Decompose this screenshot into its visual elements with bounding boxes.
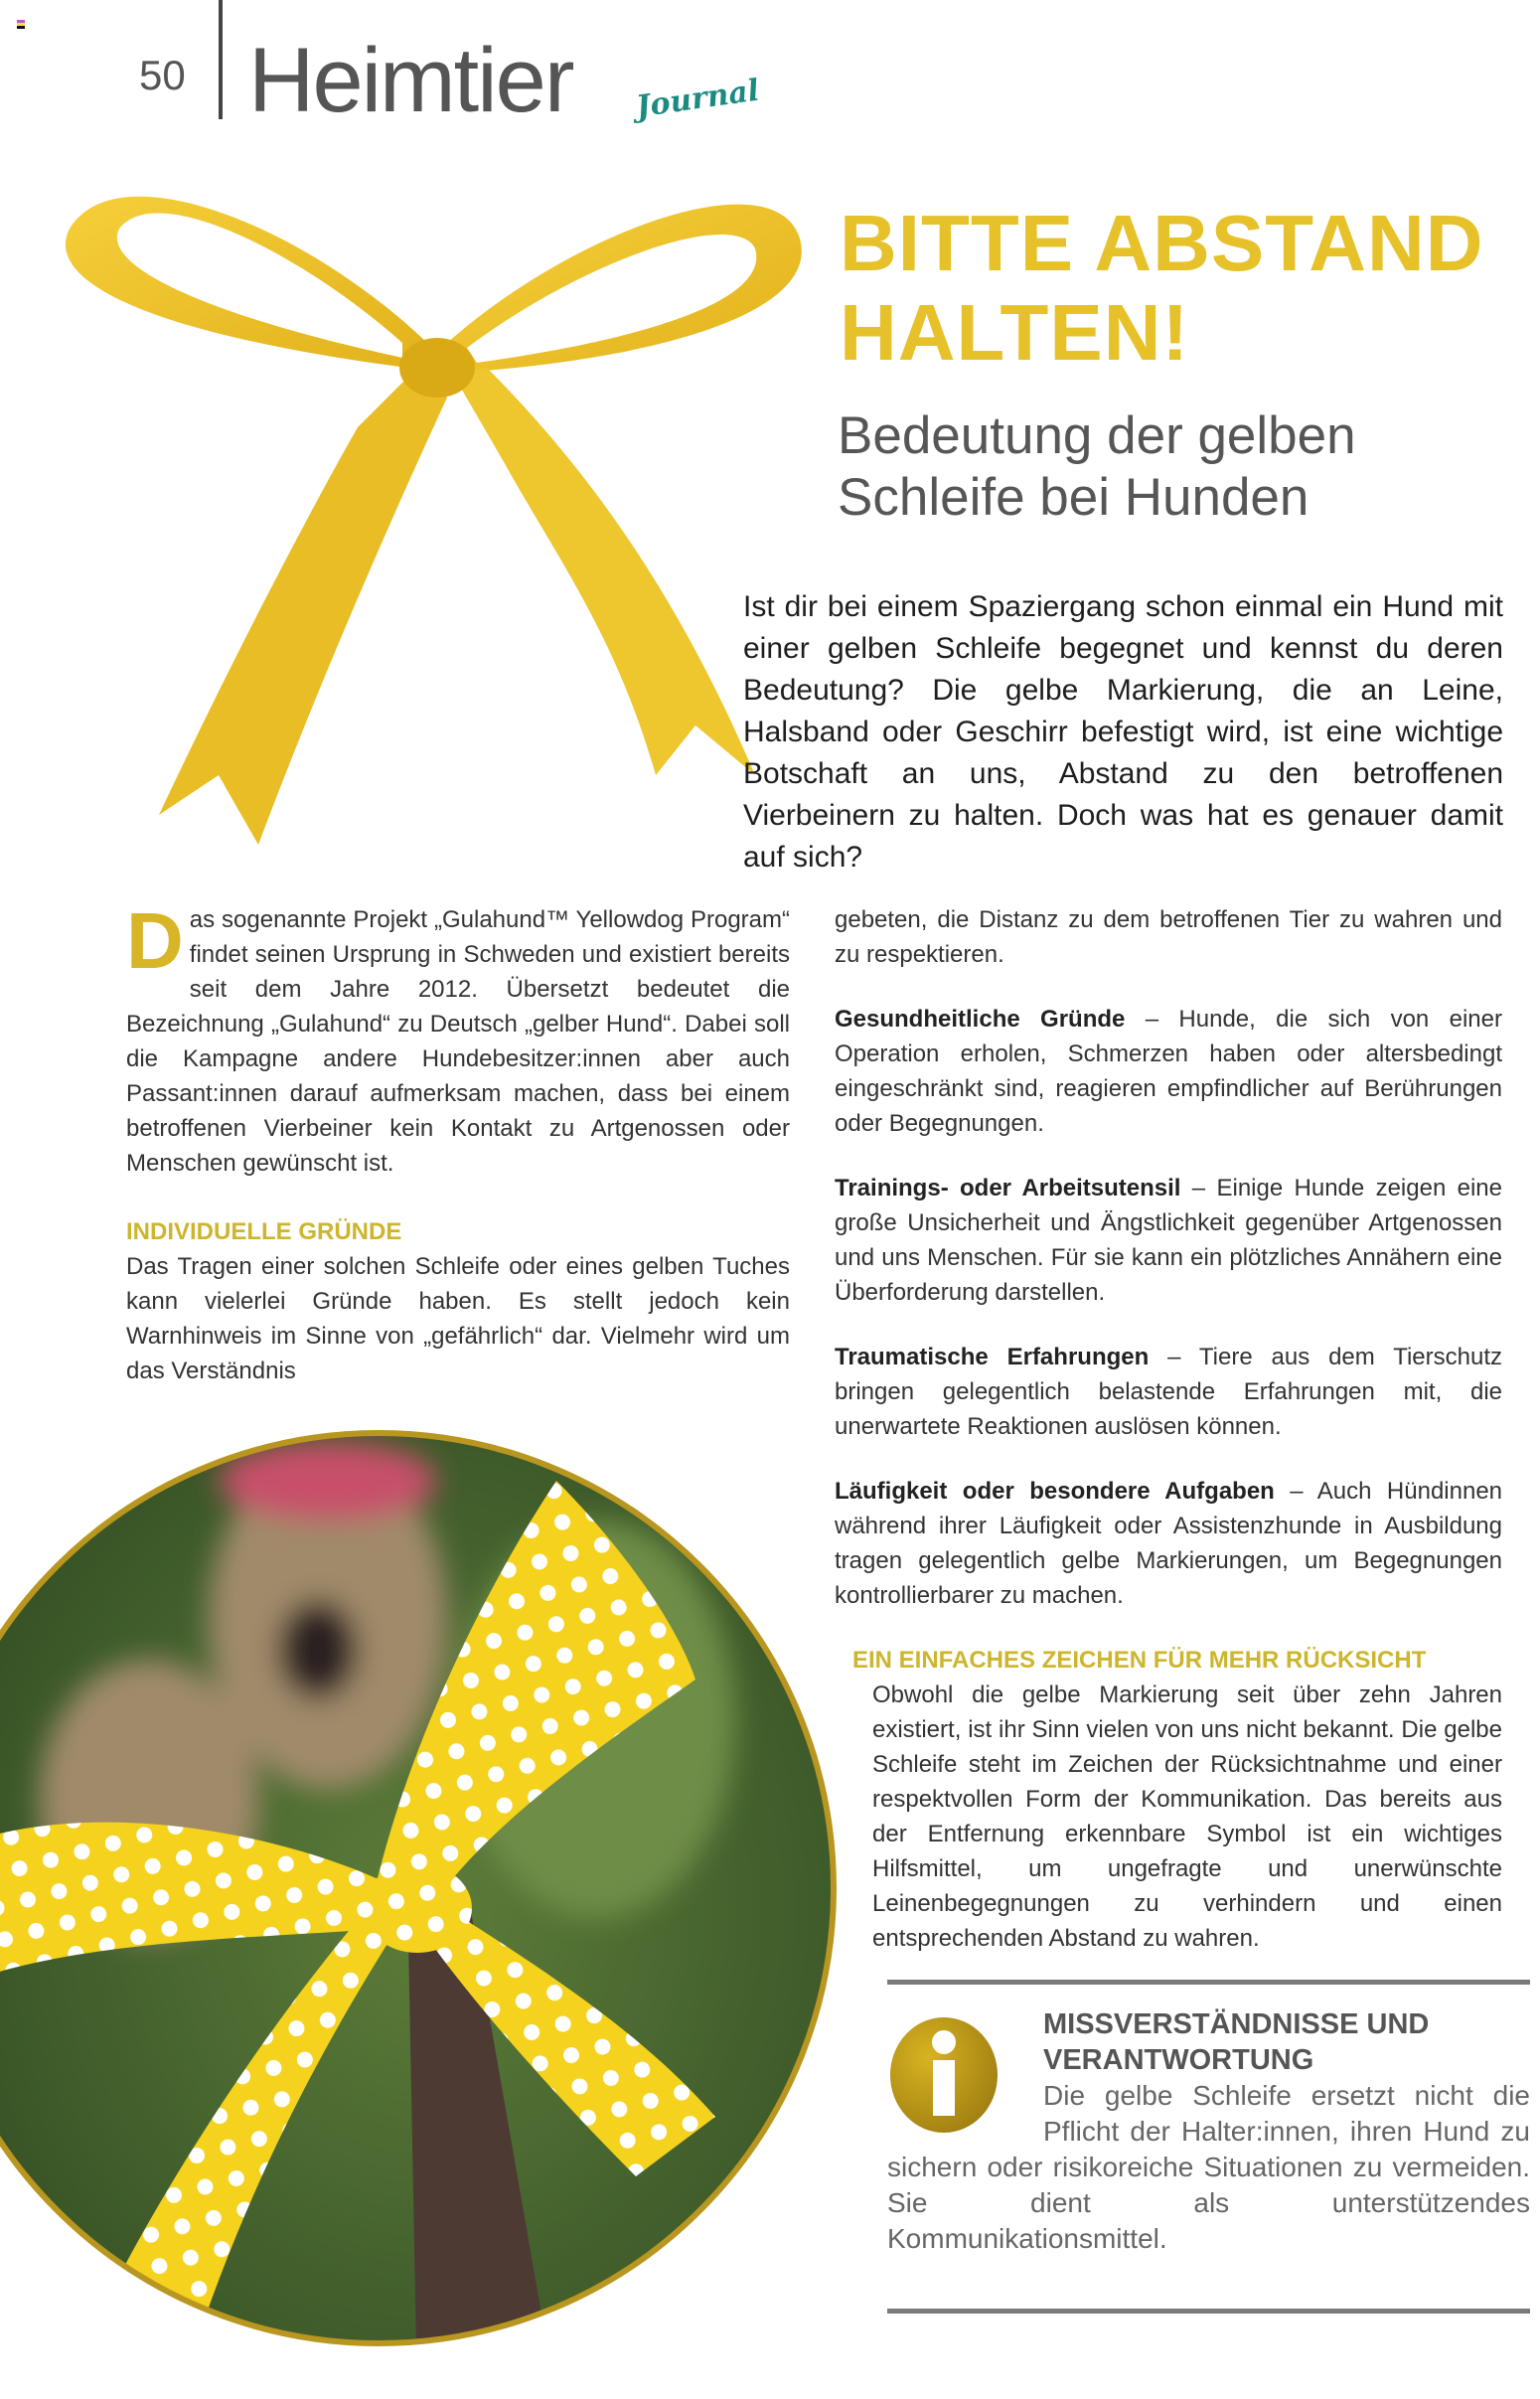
reason-term: Trainings- oder Arbeitsutensil	[835, 1175, 1181, 1201]
paragraph: Das Tragen einer solchen Schleife oder eines gelben Tuches kann vielerlei Gründe haben. Es stellt jedoch kein Warnhinweis im Sinne von „gefährlich“ dar. Vielmehr wird um das Verständnis	[126, 1253, 790, 1384]
ribbon-left-tail	[159, 368, 447, 845]
section-heading: EIN EINFACHES ZEICHEN FÜR MEHR RÜCKSICHT	[852, 1647, 1427, 1674]
reason-term: Traumatische Erfahrungen	[835, 1344, 1150, 1370]
left-column	[126, 896, 790, 1388]
reason-item	[835, 1474, 1502, 1613]
article-intro: Ist dir bei einem Spaziergang schon einmal ein Hund mit einer gelben Schleife begegnet und kennst du deren Bedeutung? Die gelbe Markierung, die an Leine, Halsband oder Geschirr befestigt wird, ist eine wichtige Botschaft an uns, Abstand zu den betroffenen Vierbeinern zu halten. Doch was hat es genauer damit auf sich?	[743, 590, 1503, 874]
dog-ribbon-photo	[0, 1421, 854, 2399]
reason-item	[835, 1340, 1502, 1444]
ribbon-knot	[399, 338, 475, 398]
magazine-logo: Heimtier	[248, 30, 573, 131]
subtitle-line-2: Schleife bei Hunden	[838, 468, 1309, 527]
section-consideration	[852, 1643, 1502, 1956]
article-subtitle	[838, 405, 1356, 529]
info-icon	[889, 2016, 999, 2134]
reason-text: – Hunde, die sich von einer Operation erholen, Schmerzen haben oder altersbedingt eingeschränkt sind, reagieren empfindlicher auf Berührungen oder Begegnungen.	[835, 1006, 1502, 1137]
reason-term: Läufigkeit oder besondere Aufgaben	[835, 1478, 1275, 1505]
reason-term: Gesundheitliche Gründe	[835, 1006, 1126, 1033]
infobox-text-rest: oder risikoreiche Situationen zu vermeiden. Sie dient als unterstützendes Kommunikationsmittel.	[887, 2152, 1530, 2254]
reason-item	[835, 1002, 1502, 1141]
paragraph: gebeten, die Distanz zu dem betroffenen Tier zu wahren und zu respektieren.	[835, 906, 1502, 968]
reason-item	[835, 1171, 1502, 1310]
reason-text: – Einige Hunde zeigen eine große Unsicherheit und Ängstlichkeit gegenüber Artgenossen und uns Menschen. Für sie kann ein plötzliches Annähern eine Überforderung darstellen.	[835, 1175, 1502, 1306]
header-divider	[219, 0, 223, 119]
magazine-logo-script: Journal	[634, 73, 762, 125]
paragraph-intro	[126, 896, 790, 1181]
right-column	[835, 902, 1530, 2314]
page-number: 50	[139, 52, 186, 98]
infobox	[887, 1980, 1530, 2314]
infobox-heading-line-2: VERANTWORTUNG	[1043, 2044, 1314, 2076]
subtitle-line-1: Bedeutung der gelben	[838, 406, 1356, 465]
article-title	[840, 199, 1484, 378]
drop-cap: D	[126, 896, 184, 985]
infobox-bottom-divider	[887, 2309, 1530, 2314]
ribbon-knot	[363, 1863, 472, 1953]
registration-mark	[17, 20, 25, 29]
title-line-1: BITTE ABSTAND	[840, 199, 1484, 287]
reason-text: – Auch Hündinnen während ihrer Läufigkeit oder Assistenzhunde in Ausbildung tragen gelegentlich gelbe Markierungen, um Begegnungen kontrollierbarer zu machen.	[835, 1478, 1503, 1609]
paragraph: Obwohl die gelbe Markierung seit über zehn Jahren existiert, ist ihr Sinn vielen von uns nicht bekannt. Die gelbe Schleife steht im Zeichen der Rücksichtnahme und einer respektvollen Form der Kommunikation. Das bereits aus der Entfernung erkennbare Symbol ist ein wichtiges Hilfsmittel, um ungefragte und unerwünschte Leinenbegegnungen zu verhindern und einen entsprechenden Abstand zu wahren.	[872, 1681, 1502, 1952]
infobox-text-indented: Die gelbe Schleife ersetzt nicht die Pflicht der Halter:innen, ihren Hund zu sichern	[887, 2080, 1530, 2182]
ribbon-left-loop	[66, 197, 427, 368]
paragraph-text: as sogenannte Projekt „Gulahund™ Yellowdog Program“ findet seinen Ursprung in Schweden und existiert bereits seit dem Jahre 2012. Übersetzt bedeutet die Bezeichnung „Gulahund“ zu Deutsch „gelber Hund“. Dabei soll die Kampagne andere Hundebesitzer:innen aber auch Passant:innen darauf aufmerksam machen, dass bei einem betroffenen Vierbeiner kein Kontakt zu Artgenossen oder Menschen gewünscht ist.	[126, 906, 790, 1177]
yellow-ribbon-image	[60, 169, 815, 855]
title-line-2: HALTEN!	[840, 288, 1190, 377]
ribbon-right-loop	[447, 205, 802, 373]
section-heading: INDIVIDUELLE GRÜNDE	[126, 1218, 402, 1245]
reason-text: – Tiere aus dem Tierschutz bringen gelegentlich belastende Erfahrungen mit, die unerwartete Reaktionen auslösen können.	[835, 1344, 1502, 1440]
infobox-heading-line-1: MISSVERSTÄNDNISSE UND	[1043, 2008, 1430, 2040]
ribbon-right-tail	[452, 368, 755, 775]
infobox-body	[887, 1985, 1530, 2309]
